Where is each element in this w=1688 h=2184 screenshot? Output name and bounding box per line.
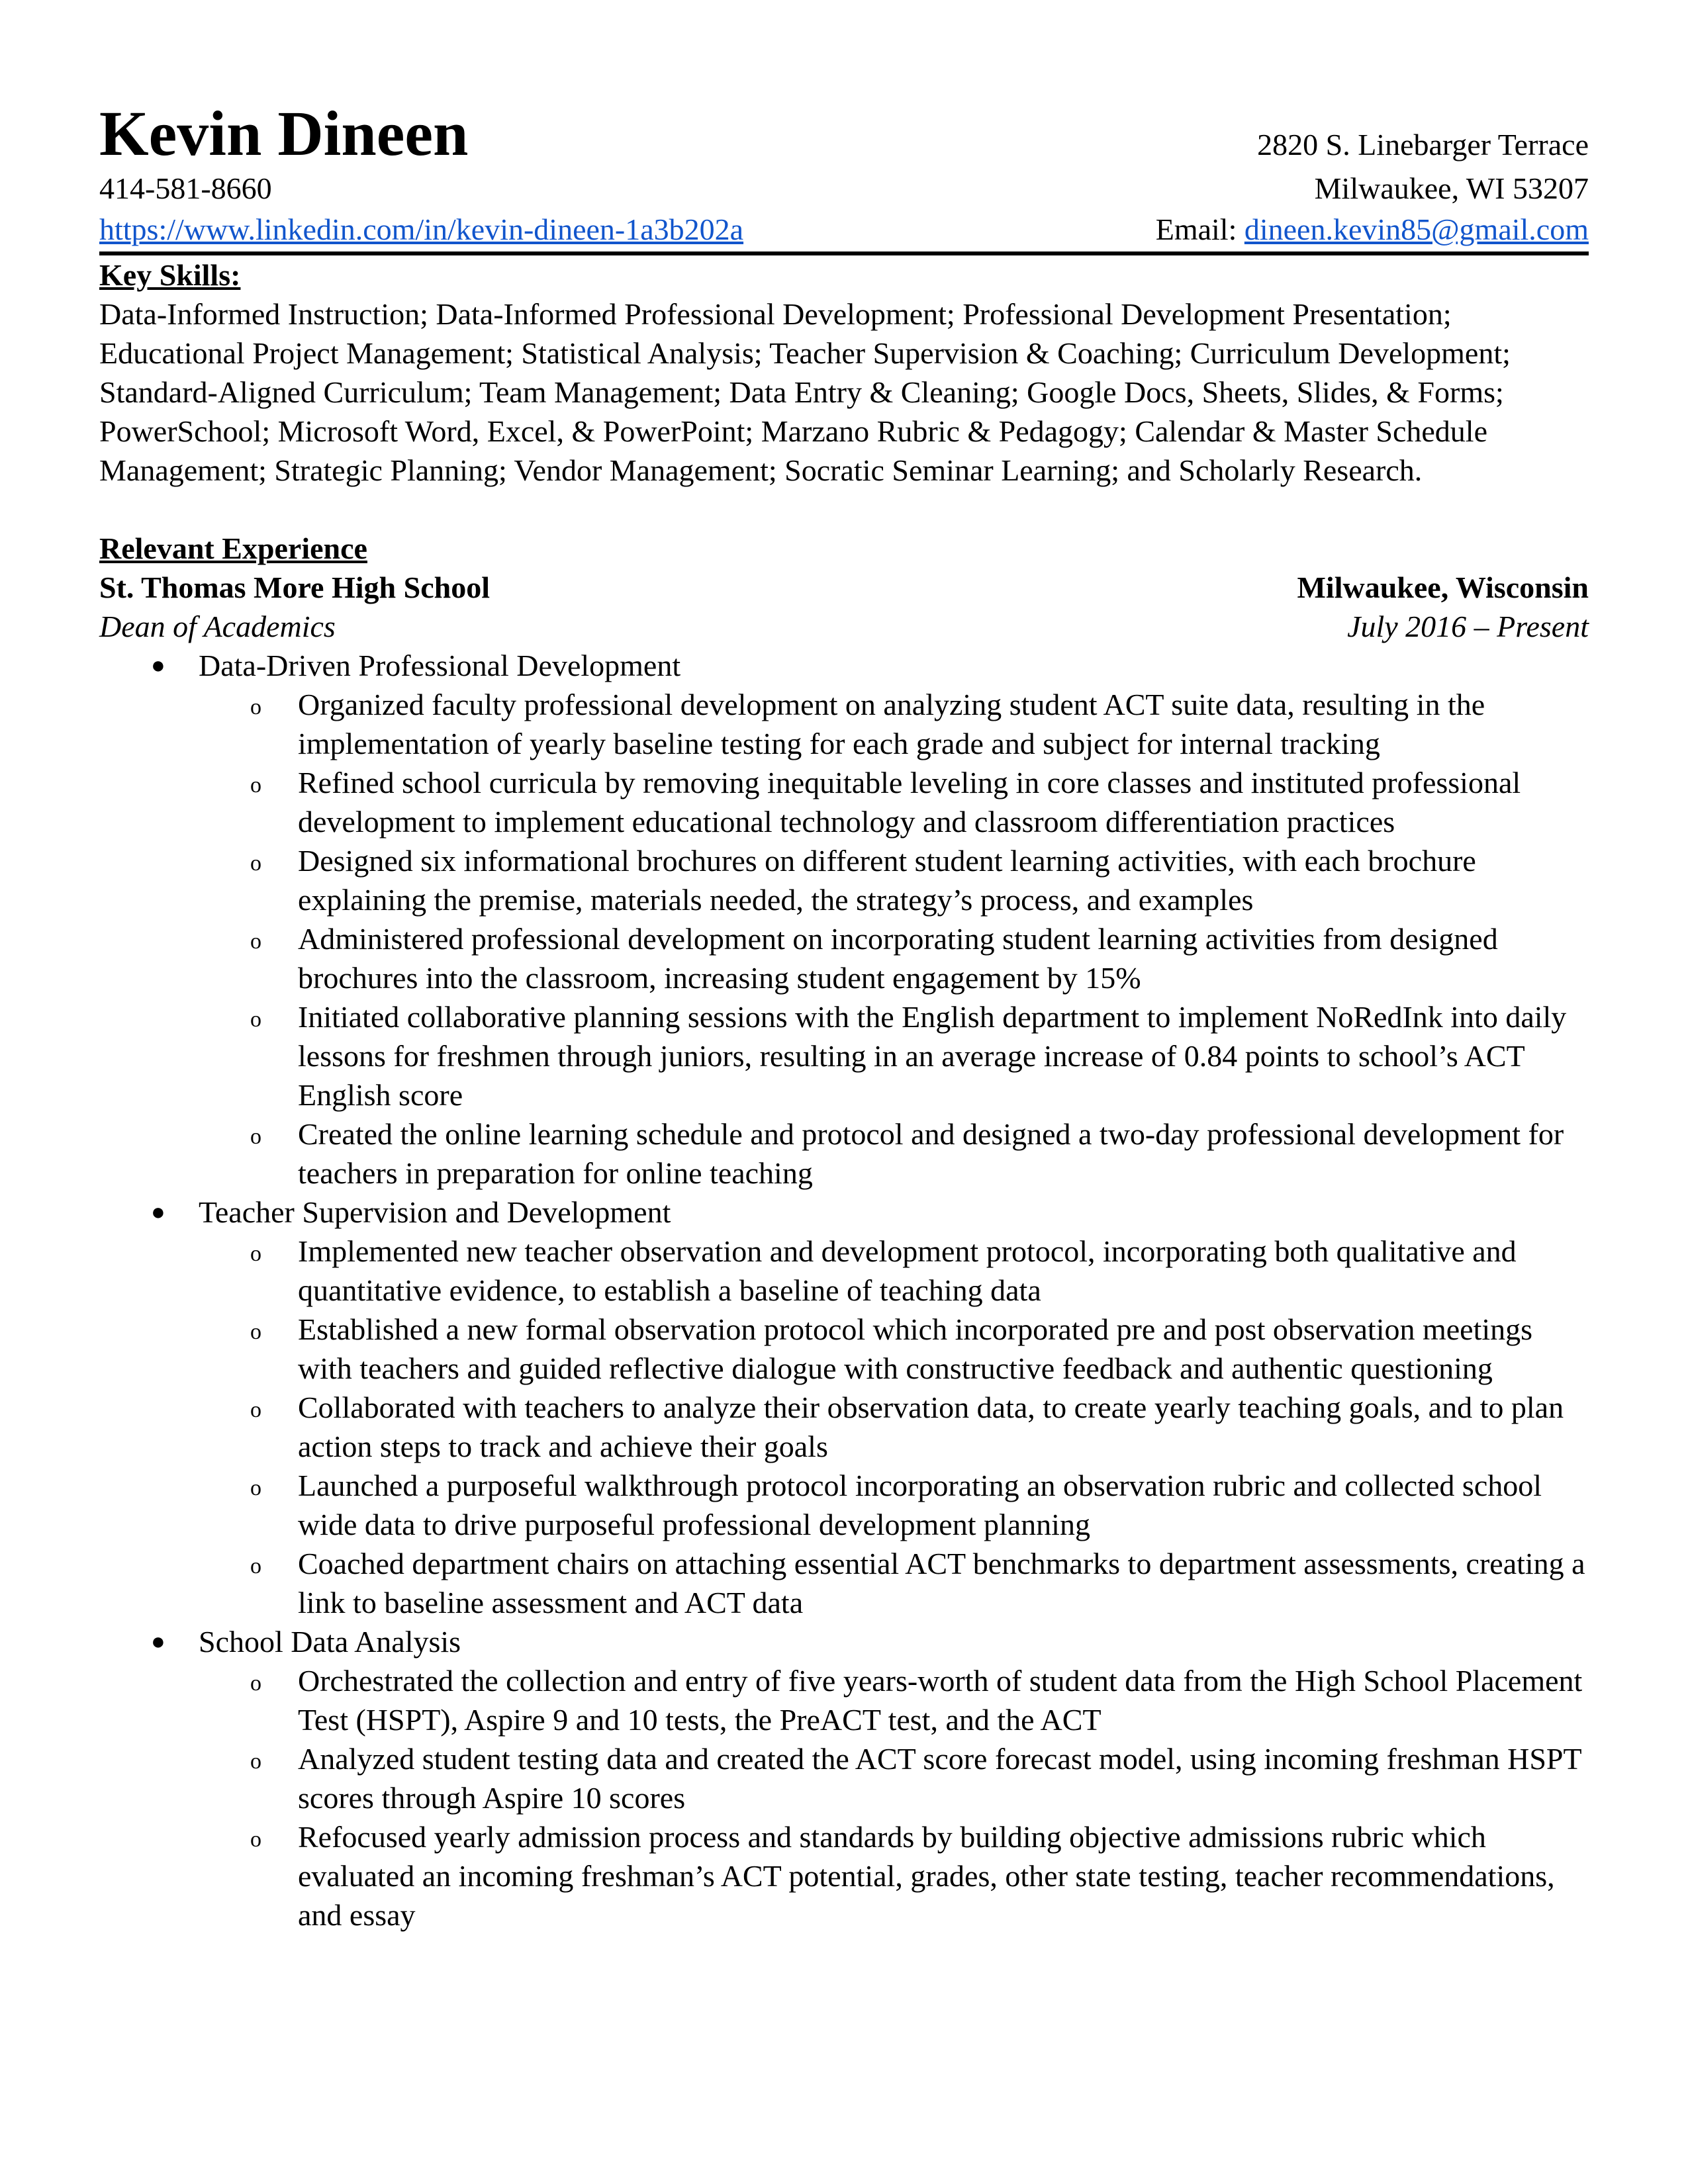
list-item (199, 1310, 1589, 1388)
candidate-name: Kevin Dineen (99, 98, 469, 169)
responsibility-groups (99, 646, 1589, 1934)
circle-bullet-icon: o (250, 1749, 261, 1774)
item-text: Collaborated with teachers to analyze their observation data, to create yearly teaching goals, and to plan action steps to track and achieve their goals (298, 1390, 1564, 1463)
phone-number: 414-581-8660 (99, 171, 272, 205)
list-item (199, 1232, 1589, 1310)
responsibility-group (99, 1622, 1589, 1934)
group-items (199, 1232, 1589, 1622)
list-item (199, 841, 1589, 919)
header-name-row (99, 99, 1589, 168)
bullet-icon: ● (151, 652, 165, 678)
job-title: Dean of Academics (99, 610, 336, 643)
list-item (199, 1544, 1589, 1622)
item-text: Analyzed student testing data and created the ACT score forecast model, using incoming freshman HSPT scores through Aspire 10 scores (298, 1742, 1581, 1815)
list-item (199, 1739, 1589, 1817)
circle-bullet-icon: o (250, 1476, 261, 1500)
item-text: Designed six informational brochures on different student learning activities, with each brochure explaining the premise, materials needed, the strategy’s process, and examples (298, 844, 1476, 917)
circle-bullet-icon: o (250, 1007, 261, 1032)
email-block (1156, 209, 1589, 250)
item-text: Initiated collaborative planning sessions with the English department to implement NoRedInk into daily lessons for freshmen through juniors, resulting in an average increase of 0.84 points to school’s ACT English score (298, 1000, 1567, 1112)
role-row (99, 607, 1589, 646)
item-text: Launched a purposeful walkthrough protocol incorporating an observation rubric and collected school wide data to drive purposeful professional development planning (298, 1469, 1542, 1541)
list-item (199, 1817, 1589, 1934)
item-text: Coached department chairs on attaching essential ACT benchmarks to department assessments, creating a link to baseline assessment and ACT data (298, 1547, 1585, 1619)
experience-heading: Relevant Experience (99, 531, 367, 565)
group-items (199, 1661, 1589, 1934)
circle-bullet-icon: o (250, 695, 261, 719)
item-text: Refocused yearly admission process and standards by building objective admissions rubric which evaluated an incoming freshman’s ACT potential, grades, other state testing, teacher recommendations, and essay (298, 1820, 1555, 1932)
email-link[interactable]: dineen.kevin85@gmail.com (1244, 212, 1589, 246)
list-item (199, 1388, 1589, 1466)
resume-page (99, 99, 1589, 1934)
key-skills-heading: Key Skills: (99, 258, 241, 292)
item-text: Implemented new teacher observation and development protocol, incorporating both qualitative and quantitative evidence, to establish a baseline of teaching data (298, 1234, 1517, 1307)
list-item (199, 685, 1589, 763)
circle-bullet-icon: o (250, 929, 261, 954)
section-spacer (99, 490, 1589, 529)
list-item (199, 1466, 1589, 1544)
address-line1: 2820 S. Linebarger Terrace (1257, 128, 1589, 161)
header-links-row (99, 209, 1589, 250)
circle-bullet-icon: o (250, 1242, 261, 1266)
header-phone-row (99, 168, 1589, 209)
job-dates: July 2016 – Present (1347, 610, 1589, 643)
list-item (199, 997, 1589, 1115)
group-title: School Data Analysis (199, 1625, 461, 1659)
item-text: Administered professional development on incorporating student learning activities from designed brochures into the classroom, increasing student engagement by 15% (298, 922, 1498, 995)
bullet-icon: ● (151, 1628, 165, 1655)
item-text: Organized faculty professional development on analyzing student ACT suite data, resulting in the implementation of yearly baseline testing for each grade and subject for internal tracking (298, 688, 1485, 760)
circle-bullet-icon: o (250, 1671, 261, 1696)
item-text: Orchestrated the collection and entry of five years-worth of student data from the High School Placement Test (HSPT), Aspire 9 and 10 tests, the PreACT test, and the ACT (298, 1664, 1583, 1737)
employer-location: Milwaukee, Wisconsin (1297, 570, 1589, 604)
email-label: Email: (1155, 212, 1244, 246)
responsibility-group (99, 646, 1589, 1193)
circle-bullet-icon: o (250, 851, 261, 876)
list-item (199, 1115, 1589, 1193)
bullet-icon: ● (151, 1199, 165, 1225)
group-items (199, 685, 1589, 1193)
circle-bullet-icon: o (250, 1554, 261, 1578)
key-skills-text: Data-Informed Instruction; Data-Informed Professional Development; Professional Development Presentation; Educational Project Management; Statistical Analysis; Teacher Supervision & Coaching; Curriculum Development; Standard-Aligned Curriculum; Team Management; Data Entry & Cleaning; Google Docs, Sheets, Slides, & Forms; PowerSchool; Microsoft Word, Excel, & PowerPoint; Marzano Rubric & Pedagogy; Calendar & Master Schedule Management; Strategic Planning; Vendor Management; Socratic Seminar Learning; and Scholarly Research. (99, 297, 1511, 487)
item-text: Refined school curricula by removing inequitable leveling in core classes and instituted professional development to implement educational technology and classroom differentiation practices (298, 766, 1521, 839)
item-text: Established a new formal observation protocol which incorporated pre and post observation meetings with teachers and guided reflective dialogue with constructive feedback and authentic questioning (298, 1312, 1533, 1385)
responsibility-group (99, 1193, 1589, 1622)
circle-bullet-icon: o (250, 773, 261, 797)
group-title: Teacher Supervision and Development (199, 1195, 671, 1229)
circle-bullet-icon: o (250, 1320, 261, 1344)
group-title: Data-Driven Professional Development (199, 649, 681, 682)
circle-bullet-icon: o (250, 1398, 261, 1422)
address-line2: Milwaukee, WI 53207 (1314, 171, 1589, 205)
employer-name: St. Thomas More High School (99, 570, 490, 604)
item-text: Created the online learning schedule and protocol and designed a two-day professional development for teachers in preparation for online teaching (298, 1117, 1564, 1190)
employer-row (99, 568, 1589, 607)
list-item (199, 763, 1589, 841)
list-item (199, 919, 1589, 997)
circle-bullet-icon: o (250, 1124, 261, 1149)
circle-bullet-icon: o (250, 1827, 261, 1852)
list-item (199, 1661, 1589, 1739)
linkedin-link[interactable]: https://www.linkedin.com/in/kevin-dineen-1a3b202a (99, 212, 744, 246)
